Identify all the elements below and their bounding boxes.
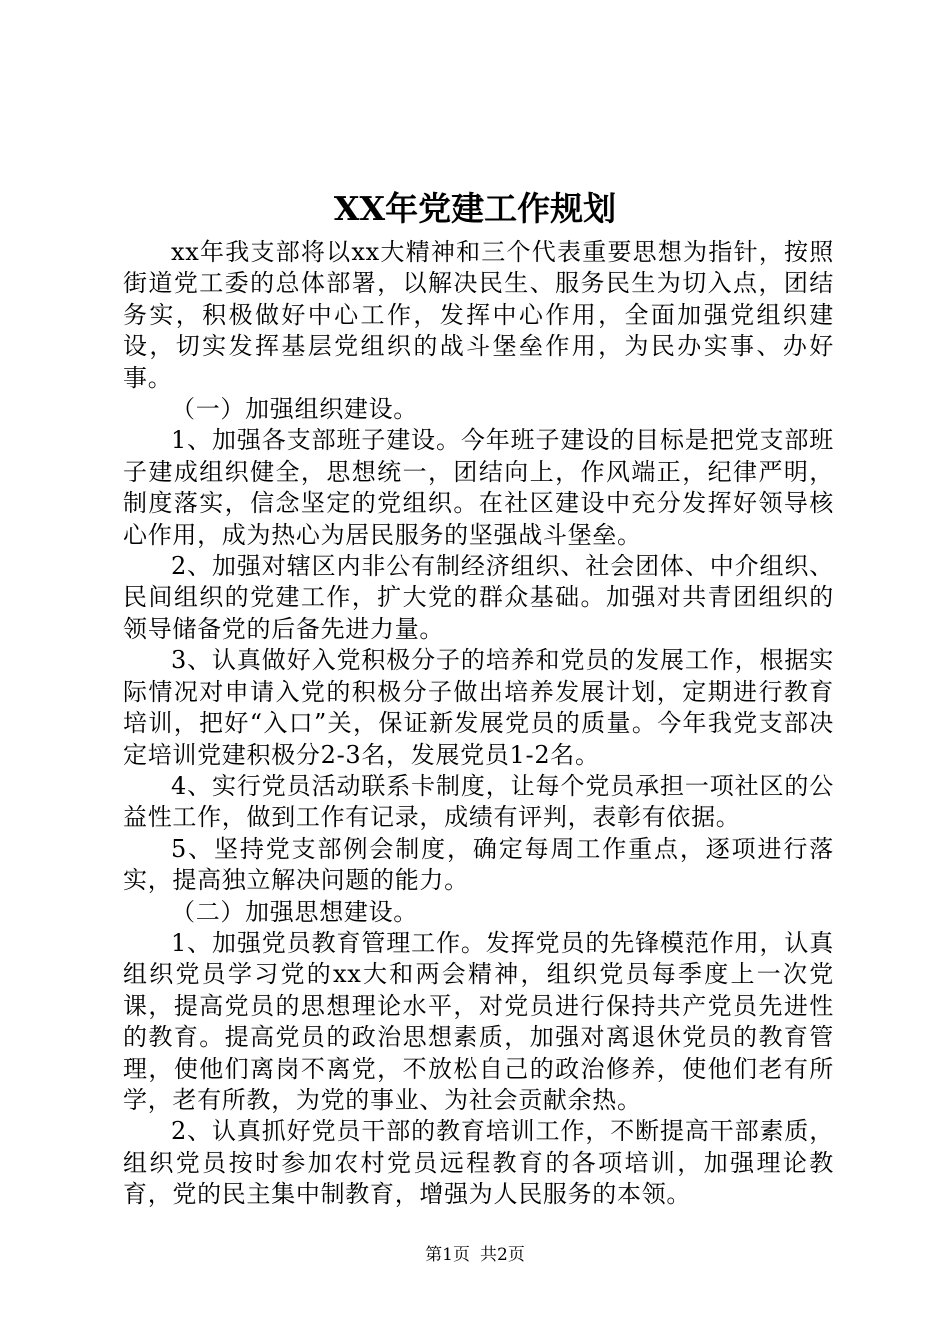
page-number: 第1页: [425, 1245, 470, 1265]
document-title: XX年党建工作规划: [333, 189, 617, 228]
organization-item-2: 2、加强对辖区内非公有制经济组织、社会团体、中介组织、民间组织的党建工作，扩大党的群众基础。加强对共青团组织的领导储备党的后备先进力量。: [123, 552, 834, 643]
document-body: [123, 237, 834, 1211]
section-heading-ideology: （二）加强思想建设。: [171, 897, 418, 926]
intro-paragraph: xx年我支部将以xx大精神和三个代表重要思想为指针，按照街道党工委的总体部署，以解决民生、服务民生为切入点，团结务实，积极做好中心工作，发挥中心作用，全面加强党组织建设，切实发挥基层党组织的战斗堡垒作用，为民办实事、办好事。: [123, 238, 834, 392]
section-heading-organization: （一）加强组织建设。: [171, 395, 418, 424]
page-total: 共2页: [480, 1245, 525, 1265]
ideology-item-2: 2、认真抓好党员干部的教育培训工作，不断提高干部素质，组织党员按时参加农村党员远程教育的各项培训，加强理论教育，党的民主集中制教育，增强为人民服务的本领。: [123, 1117, 834, 1209]
organization-item-4: 4、实行党员活动联系卡制度，让每个党员承担一项社区的公益性工作，做到工作有记录，成绩有评判，表彰有依据。: [123, 771, 834, 832]
organization-item-5: 5、坚持党支部例会制度，确定每周工作重点，逐项进行落实，提高独立解决问题的能力。: [123, 834, 834, 895]
ideology-item-1: 1、加强党员教育管理工作。发挥党员的先锋模范作用，认真组织党员学习党的xx大和两会精神，组织党员每季度上一次党课，提高党员的思想理论水平，对党员进行保持共产党员先进性的教育。提高党员的政治思想素质，加强对离退休党员的教育管理，使他们离岗不离党，不放松自己的政治修养，使他们老有所学，老有所教，为党的事业、为社会贡献余热。: [123, 928, 834, 1114]
page-footer: [0, 1243, 950, 1267]
organization-item-3: 3、认真做好入党积极分子的培养和党员的发展工作，根据实际情况对申请入党的积极分子做出培养发展计划，定期进行教育培训，把好“入口”关，保证新发展党员的质量。今年我党支部决定培训党建积极分2-3名，发展党员1-2名。: [123, 646, 834, 769]
organization-item-1: 1、加强各支部班子建设。今年班子建设的目标是把党支部班子建成组织健全，思想统一，团结向上，作风端正，纪律严明，制度落实，信念坚定的党组织。在社区建设中充分发挥好领导核心作用，成为热心为居民服务的坚强战斗堡垒。: [123, 426, 834, 549]
